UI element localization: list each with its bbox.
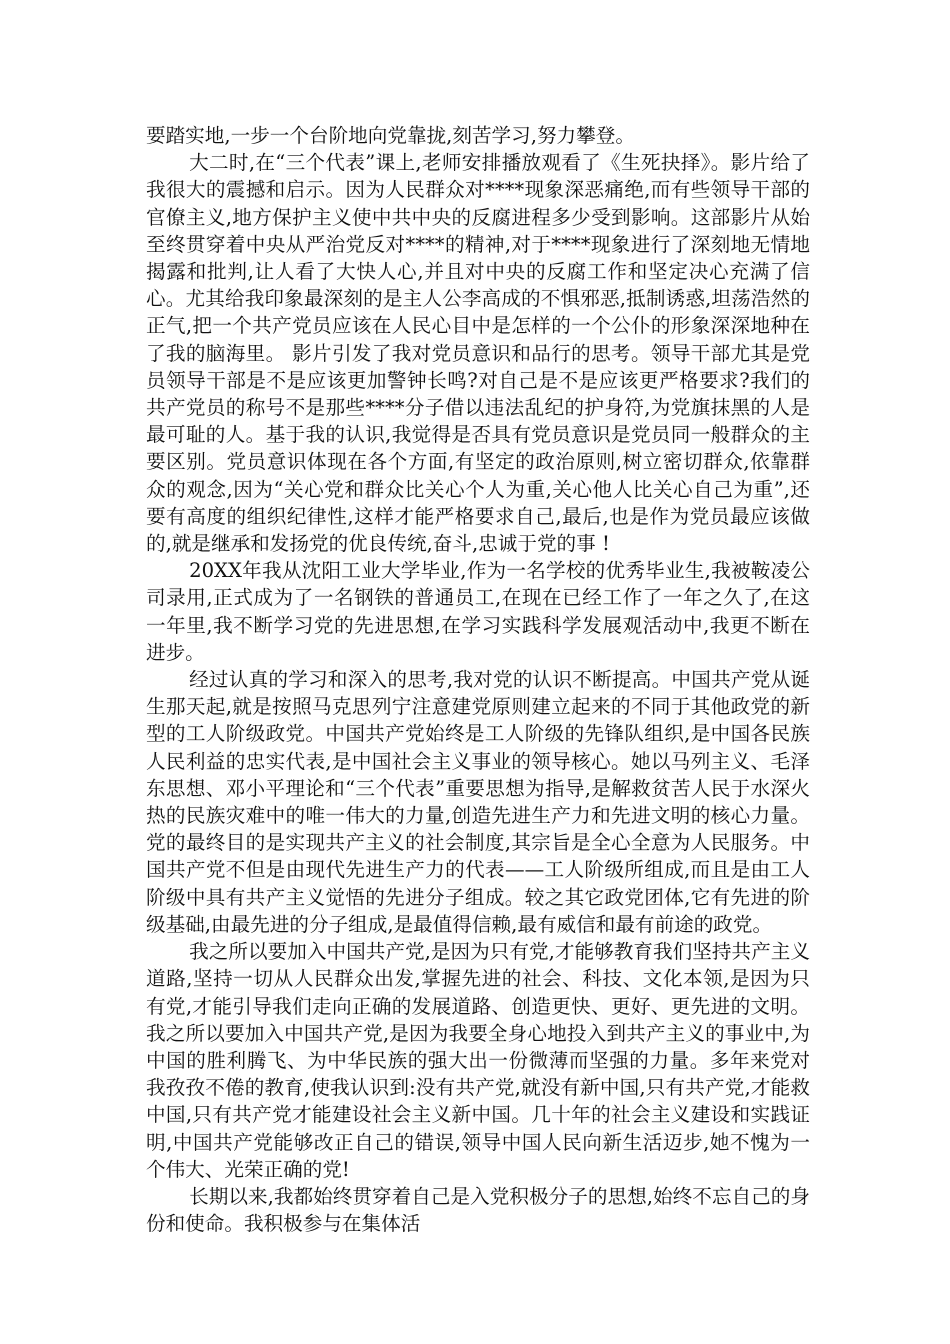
document-body xyxy=(146,122,810,1237)
paragraph-film-reflection: 大二时,在“三个代表”课上,老师安排播放观看了《生死抉择》。影片给了我很大的震撼和启示。因为人民群众对****现象深恶痛绝,而有些领导干部的官僚主义,地方保护主义使中共中央的反腐进程多少受到影响。这部影片从始至终贯穿着中央从严治党反对****的精神,对于****现象进行了深刻地无情地揭露和批判,让人看了大快人心,并且对中央的反腐工作和坚定决心充满了信心。尤其给我印象最深刻的是主人公李高成的不惧邪恶,抵制诱惑,坦荡浩然的正气,把一个共产党员应该在人民心目中是怎样的一个公仆的形象深深地种在了我的脑海里。 影片引发了我对党员意识和品行的思考。领导干部尤其是党员领导干部是不是应该更加警钟长鸣?对自己是不是应该更严格要求?我们的共产党员的称号不是那些****分子借以违法乱纪的护身符,为党旗抹黑的人是最可耻的人。基于我的认识,我觉得是否具有党员意识是党员同一般群众的主要区别。党员意识体现在各个方面,有坚定的政治原则,树立密切群众,依靠群众的观念,因为“关心党和群众比关心个人为重,关心他人比关心自己为重”,还要有高度的组织纪律性,这样才能严格要求自己,最后,也是作为党员最应该做的,就是继承和发扬党的优良传统,奋斗,忠诚于党的事 ! xyxy=(146,151,810,556)
paragraph-activist-identity: 长期以来,我都始终贯穿着自己是入党积极分子的思想,始终不忘自己的身份和使命。我积极参与在集体活 xyxy=(146,1184,810,1236)
paragraph-continuation: 要踏实地,一步一个台阶地向党靠拢,刻苦学习,努力攀登。 xyxy=(146,124,635,147)
paragraph-join-reason: 我之所以要加入中国共产党,是因为只有党,才能够教育我们坚持共产主义道路,坚持一切从人民群众出发,掌握先进的社会、科技、文化本领,是因为只有党,才能引导我们走向正确的发展道路、创造更快、更好、更先进的文明。我之所以要加入中国共产党,是因为我要全身心地投入到共产主义的事业中,为中国的胜利腾飞、为中华民族的强大出一份微薄而坚强的力量。多年来党对我孜孜不倦的教育,使我认识到:没有共产党,就没有新中国,只有共产党,才能救中国,只有共产党才能建设社会主义新中国。几十年的社会主义建设和实践证明,中国共产党能够改正自己的错误,领导中国人民向新生活迈步,她不愧为一个伟大、光荣正确的党! xyxy=(146,940,810,1181)
paragraph-graduation: 20XX年我从沈阳工业大学毕业,作为一名学校的优秀毕业生,我被鞍凌公司录用,正式成为了一名钢铁的普通员工,在现在已经工作了一年之久了,在这一年里,我不断学习党的先进思想,在学习实践科学发展观活动中,我更不断在进步。 xyxy=(146,559,810,664)
paragraph-party-understanding: 经过认真的学习和深入的思考,我对党的认识不断提高。中国共产党从诞生那天起,就是按照马克思列宁注意建党原则建立起来的不同于其他政党的新型的工人阶级政党。中国共产党始终是工人阶级的先锋队组织,是中国各民族人民利益的忠实代表,是中国社会主义事业的领导核心。她以马列主义、毛泽东思想、邓小平理论和“三个代表”重要思想为指导,是解救贫苦人民于水深火热的民族灾难中的唯一伟大的力量,创造先进生产力和先进文明的核心力量。党的最终目的是实现共产主义的社会制度,其宗旨是全心全意为人民服务。中国共产党不但是由现代先进生产力的代表——工人阶级所组成,而且是由工人阶级中具有共产主义觉悟的先进分子组成。较之其它政党团体,它有先进的阶级基础,由最先进的分子组成,是最值得信赖,最有威信和最有前途的政党。 xyxy=(146,668,810,936)
